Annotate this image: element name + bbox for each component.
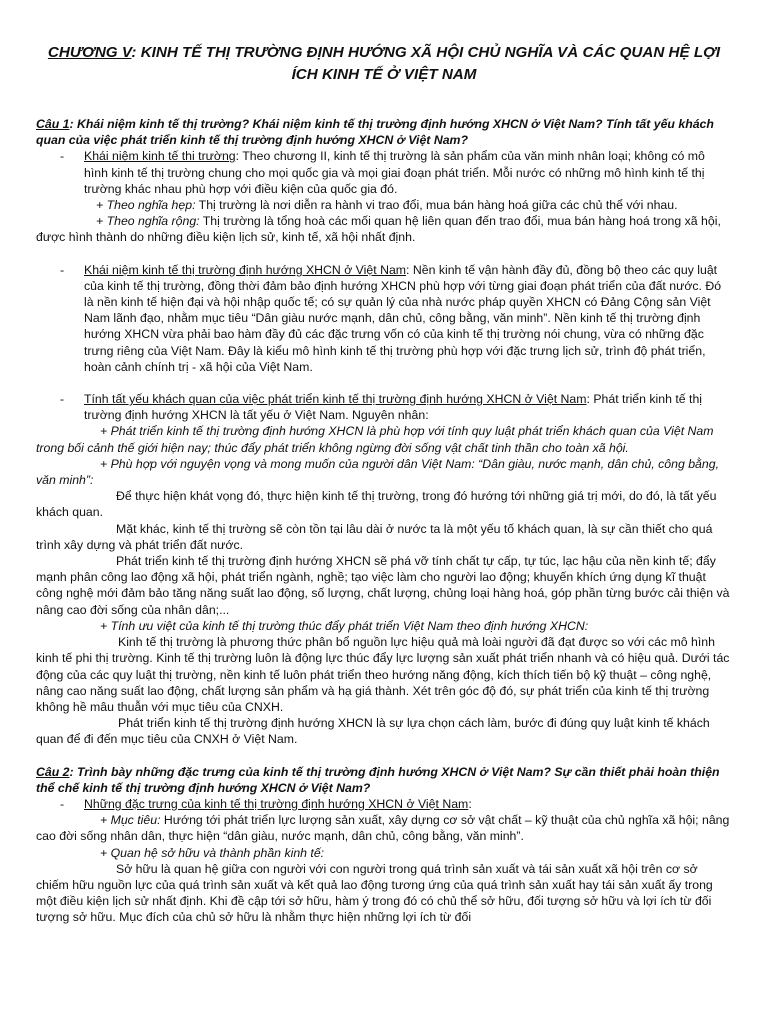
paragraph-body: Sở hữu là quan hệ giữa con người với con người trong quá trình sản xuất và tái sản xuất xã hội trên cơ sở chiếm hữu nguồn lực của quá trình sản xuất và kết quả lao động tương ứng của quá trình sản xuất hay tái sản xuất ấy trong một điều kiện lịch sử nhất định. Khi đề cập tới sở hữu, hàm ý trong đó có chủ thể sở hữu, đối tượng sở hữu và lợi ích từ đối tượng sở hữu. Mục đích của chủ sở hữu là nhằm thực hiện những lợi ích từ đối [36, 861, 713, 925]
spacer [36, 748, 732, 764]
goal-label: + Mục tiêu: [100, 813, 161, 828]
question-2-label: Câu 2 [36, 764, 70, 779]
paragraph-body: Để thực hiện khát vọng đó, thực hiện kinh tế thị trường, trong đó hướng tới những giá trị mới, do đó, là tất yếu khách quan. [36, 489, 717, 520]
paragraph-body: Mặt khác, kinh tế thị trường sẽ còn tồn tại lâu dài ở nước ta là một yếu tố khách quan, là sự cần thiết cho quá trình xây dựng và phát triển đất nước. [36, 521, 713, 552]
dash-marker: - [60, 149, 65, 164]
section-heading: Khái niệm kinh tế thị trường định hướng XHCN ở Việt Nam [84, 262, 407, 277]
wide-sense-text: Thị trường là tổng hoà các mối quan hệ liên quan đến trao đổi, mua bán hàng hoá trong xã hội, được hình thành do những điều kiện lịch sử, kinh tế, xã hội nhất định. [36, 214, 721, 245]
paragraph-goal [36, 812, 732, 844]
narrow-sense-text: Thị trường là nơi diễn ra hành vi trao đổi, mua bán hàng hoá giữa các chủ thể với nhau. [195, 198, 678, 213]
paragraph-reason-2: + Phù hợp với nguyện vọng và mong muốn của người dân Việt Nam: “Dân giàu, nước mạnh, dân chủ, công bằng, văn minh”: [36, 456, 719, 488]
chapter-label: CHƯƠNG V [47, 44, 132, 61]
paragraph-body: Phát triển kinh tế thị trường định hướng XHCN sẽ phá vỡ tính chất tự cấp, tự túc, lạc hậu của nền kinh tế; đẩy mạnh phân công lao động xã hội, phát triển ngành, nghề; tạo việc làm cho người lao động; khuyến khích ứng dụng kĩ thuật công nghệ mới đảm bảo tăng năng suất lao động, số lượng, chất lượng, chủng loại hàng hoá, góp phần từng bước cải thiện và nâng cao đời sống của nhân dân;... [36, 554, 730, 617]
dash-marker: - [60, 796, 65, 811]
section-objective-necessity [36, 391, 732, 423]
question-1-text: : Khái niệm kinh tế thị trường? Khái niệm kinh tế thị trường định hướng XHCN ở Việt Nam? Tính tất yếu khách quan của việc phát triển kinh tế thị trường định hướng XHCN ở Việt Nam? [36, 117, 714, 148]
paragraph-reason-1: + Phát triển kinh tế thị trường định hướng XHCN là phù hợp với tính quy luật phát triển khách quan của Việt Nam trong bối cảnh thế giới hiện nay; thúc đẩy phát triển không ngừng đời sống vật chất tinh thần cho toàn xã hội. [36, 424, 714, 455]
section-heading-colon: : [468, 796, 472, 811]
chapter-title [36, 42, 732, 86]
question-2 [36, 764, 732, 796]
narrow-sense-label: + Theo nghĩa hẹp: [96, 198, 196, 213]
paragraph-body: Kinh tế thị trường là phương thức phân bổ nguồn lực hiệu quả mà loài người đã đạt được so với các mô hình kinh tế phi thị trường. Kinh tế thị trường luôn là động lực thúc đẩy lực lượng sản xuất phát triển nhanh và có hiệu quả. Dưới tác động của các quy luật thị trường, nền kinh tế luôn phát triển theo hướng năng động, kích thích tiến bộ kỹ thuật – công nghệ, nâng cao năng suất lao động, chất lượng sản phẩm và hạ giá thành. Xét trên góc độ đó, sự phát triển của kinh tế thị trường không hề mâu thuẫn với mục tiêu của CNXH. [36, 635, 730, 714]
question-2-text: : Trình bày những đặc trưng của kinh tế thị trường định hướng XHCN ở Việt Nam? Sự cần thiết phải hoàn thiện thể chế kinh tế thị trường định hướng XHCN ở Việt Nam? [36, 764, 720, 795]
section-text: : Phát triển kinh tế thị trường định hướng XHCN là tất yếu ở Việt Nam. Nguyên nhân: [84, 392, 703, 423]
paragraph-wide-sense [36, 213, 732, 245]
spacer [36, 375, 732, 391]
section-heading: Những đặc trưng của kinh tế thị trường định hướng XHCN ở Việt Nam [84, 796, 469, 811]
paragraph-ownership-label: + Quan hệ sở hữu và thành phần kinh tế: [100, 845, 325, 860]
question-1-label: Câu 1 [36, 117, 70, 131]
goal-text: Hướng tới phát triển lực lượng sản xuất, xây dựng cơ sở vật chất – kỹ thuật của chủ nghĩa xã hội; nâng cao đời sống nhân dân, thực hiện “dân giàu, nước mạnh, dân chủ, công bằng, văn minh”. [36, 813, 730, 844]
section-heading: Tính tất yếu khách quan của việc phát triển kinh tế thị trường định hướng XHCN ở Việt Nam [84, 392, 587, 407]
paragraph-narrow-sense [36, 197, 732, 213]
section-characteristics [36, 796, 732, 812]
section-heading: Khái niệm kinh tế thị trường [84, 149, 236, 164]
section-text: : Theo chương II, kinh tế thị trường là sản phẩm của văn minh nhân loại; không có mô hình kinh tế thị trường chung cho mọi quốc gia và mọi giai đoạn phát triển. Mỗi nước có những mô hình kinh tế thị trường khác nhau phù hợp với điều kiện của quốc gia đó. [84, 149, 705, 196]
section-market-economy-concept [36, 148, 732, 197]
question-1 [36, 116, 732, 148]
section-text: : Nền kinh tế vận hành đầy đủ, đồng bộ theo các quy luật của kinh tế thị trường, đồng thời đảm bảo định hướng XHCN phù hợp với từng giai đoạn phát triển của đất nước. Đó là nền kinh tế hiện đại và hội nhập quốc tế; có sự quản lý của nhà nước pháp quyền XHCN có Đảng Cộng sản Việt Nam lãnh đạo, nhằm mục tiêu “Dân giàu nước mạnh, dân chủ, công bằng, văn minh”. Nền kinh tế thị trường định hướng XHCN vừa phải bao hàm đầy đủ các đặc trưng vốn có của kinh tế thị trường nói chung, vừa có những đặc trưng riêng của Việt Nam. Đây là kiểu mô hình kinh tế thị trường phù hợp với đặc trưng lịch sử, trình độ phát triển, hoàn cảnh chính trị - xã hội của Việt Nam. [84, 262, 722, 374]
section-socialist-market-economy-concept [36, 262, 732, 375]
paragraph-reason-3: + Tính ưu việt của kinh tế thị trường thúc đẩy phát triển Việt Nam theo định hướng XHCN: [100, 618, 589, 633]
chapter-title-text: : KINH TẾ THỊ TRƯỜNG ĐỊNH HƯỚNG XÃ HỘI CHỦ NGHĨA VÀ CÁC QUAN HỆ LỢI ÍCH KINH TẾ Ở VIỆT NAM [131, 44, 721, 83]
dash-marker: - [60, 262, 65, 277]
paragraph-body: Phát triển kinh tế thị trường định hướng XHCN là sự lựa chọn cách làm, bước đi đúng quy luật kinh tế khách quan để đi đến mục tiêu của CNXH ở Việt Nam. [36, 716, 710, 747]
spacer [36, 246, 732, 262]
wide-sense-label: + Theo nghĩa rộng: [96, 214, 200, 229]
dash-marker: - [60, 392, 65, 407]
